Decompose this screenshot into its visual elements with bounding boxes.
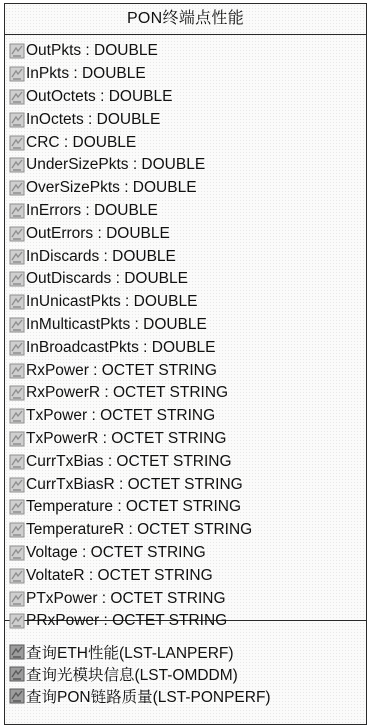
attribute-icon (9, 271, 25, 287)
operation-icon (9, 688, 25, 704)
attribute-row-label: OutErrors : DOUBLE (26, 224, 170, 242)
attribute-row-label: RxPower : OCTET STRING (26, 361, 217, 379)
attribute-row-label: TemperatureR : OCTET STRING (26, 521, 253, 539)
attribute-row-label: InPkts : DOUBLE (26, 65, 146, 83)
attribute-row (5, 587, 366, 610)
attribute-row (5, 245, 366, 268)
attribute-icon (9, 249, 25, 265)
attribute-row-label: OutDiscards : DOUBLE (26, 270, 188, 288)
attribute-icon (9, 135, 25, 151)
attribute-row-label: VoltateR : OCTET STRING (26, 566, 213, 584)
attribute-row-label: OverSizePkts : DOUBLE (26, 179, 197, 197)
operation-row-label: 查询PON链路质量(LST-PONPERF) (26, 689, 271, 706)
operation-row (5, 685, 366, 707)
attribute-icon (9, 43, 25, 59)
attribute-row-label: UnderSizePkts : DOUBLE (26, 156, 206, 174)
attribute-icon (9, 591, 25, 607)
attribute-row (5, 154, 366, 177)
operation-icon (9, 644, 25, 660)
attribute-icon (9, 317, 25, 333)
attribute-row-label: OutOctets : DOUBLE (26, 87, 173, 105)
attribute-row (5, 473, 366, 496)
operation-row-label: 查询光模块信息(LST-OMDDM) (26, 667, 238, 684)
attribute-icon (9, 203, 25, 219)
attribute-row-label: InOctets : DOUBLE (26, 110, 161, 128)
attribute-icon (9, 408, 25, 424)
attribute-icon (9, 385, 25, 401)
attribute-icon (9, 363, 25, 379)
attribute-row (5, 131, 366, 154)
attribute-icon (9, 180, 25, 196)
attribute-row (5, 86, 366, 109)
attribute-row (5, 382, 366, 405)
attribute-row-label: TxPowerR : OCTET STRING (26, 429, 227, 447)
attribute-compartment (5, 35, 366, 630)
attribute-row (5, 359, 366, 382)
attribute-icon (9, 89, 25, 105)
attribute-row (5, 564, 366, 587)
attribute-row-label: Temperature : OCTET STRING (26, 498, 242, 516)
attribute-row (5, 222, 366, 245)
attribute-row (5, 405, 366, 428)
attribute-row (5, 314, 366, 337)
operation-row (5, 663, 366, 685)
attribute-row-label: PTxPower : OCTET STRING (26, 589, 226, 607)
operation-icon (9, 666, 25, 682)
class-name: PON终端点性能 (5, 4, 366, 35)
attribute-row-label: InDiscards : DOUBLE (26, 247, 176, 265)
attribute-row-label: InMulticastPkts : DOUBLE (26, 315, 207, 333)
attribute-row (5, 542, 366, 565)
attribute-row-label: TxPower : OCTET STRING (26, 407, 216, 425)
attribute-icon (9, 545, 25, 561)
attribute-row-label: OutPkts : DOUBLE (26, 42, 158, 60)
attribute-icon (9, 477, 25, 493)
attribute-icon (9, 454, 25, 470)
attribute-row (5, 336, 366, 359)
attribute-row (5, 519, 366, 542)
operation-row-label: 查询ETH性能(LST-LANPERF) (26, 645, 234, 662)
uml-class-box (4, 3, 367, 725)
attribute-icon (9, 66, 25, 82)
attribute-row (5, 40, 366, 63)
attribute-row (5, 63, 366, 86)
attribute-icon (9, 294, 25, 310)
attribute-row (5, 496, 366, 519)
attribute-row (5, 108, 366, 131)
attribute-row (5, 291, 366, 314)
attribute-row-label: CRC : DOUBLE (26, 133, 137, 151)
attribute-row (5, 268, 366, 291)
attribute-icon (9, 157, 25, 173)
attribute-row-label: InUnicastPkts : DOUBLE (26, 293, 198, 311)
attribute-row-label: CurrTxBiasR : OCTET STRING (26, 475, 243, 493)
attribute-icon (9, 431, 25, 447)
attribute-row-label: InErrors : DOUBLE (26, 201, 158, 219)
attribute-icon (9, 522, 25, 538)
attribute-icon (9, 568, 25, 584)
attribute-row-label: CurrTxBias : OCTET STRING (26, 452, 232, 470)
attribute-icon (9, 226, 25, 242)
attribute-icon (9, 613, 25, 629)
operation-compartment (5, 621, 366, 707)
attribute-row-label: PRxPower : OCTET STRING (26, 612, 228, 630)
attribute-row (5, 177, 366, 200)
attribute-icon (9, 112, 25, 128)
attribute-row (5, 200, 366, 223)
operation-row (5, 641, 366, 663)
attribute-icon (9, 340, 25, 356)
attribute-row (5, 428, 366, 451)
attribute-row-label: Voltage : OCTET STRING (26, 543, 206, 561)
attribute-icon (9, 499, 25, 515)
attribute-row (5, 450, 366, 473)
attribute-row-label: InBroadcastPkts : DOUBLE (26, 338, 216, 356)
attribute-row-label: RxPowerR : OCTET STRING (26, 384, 229, 402)
